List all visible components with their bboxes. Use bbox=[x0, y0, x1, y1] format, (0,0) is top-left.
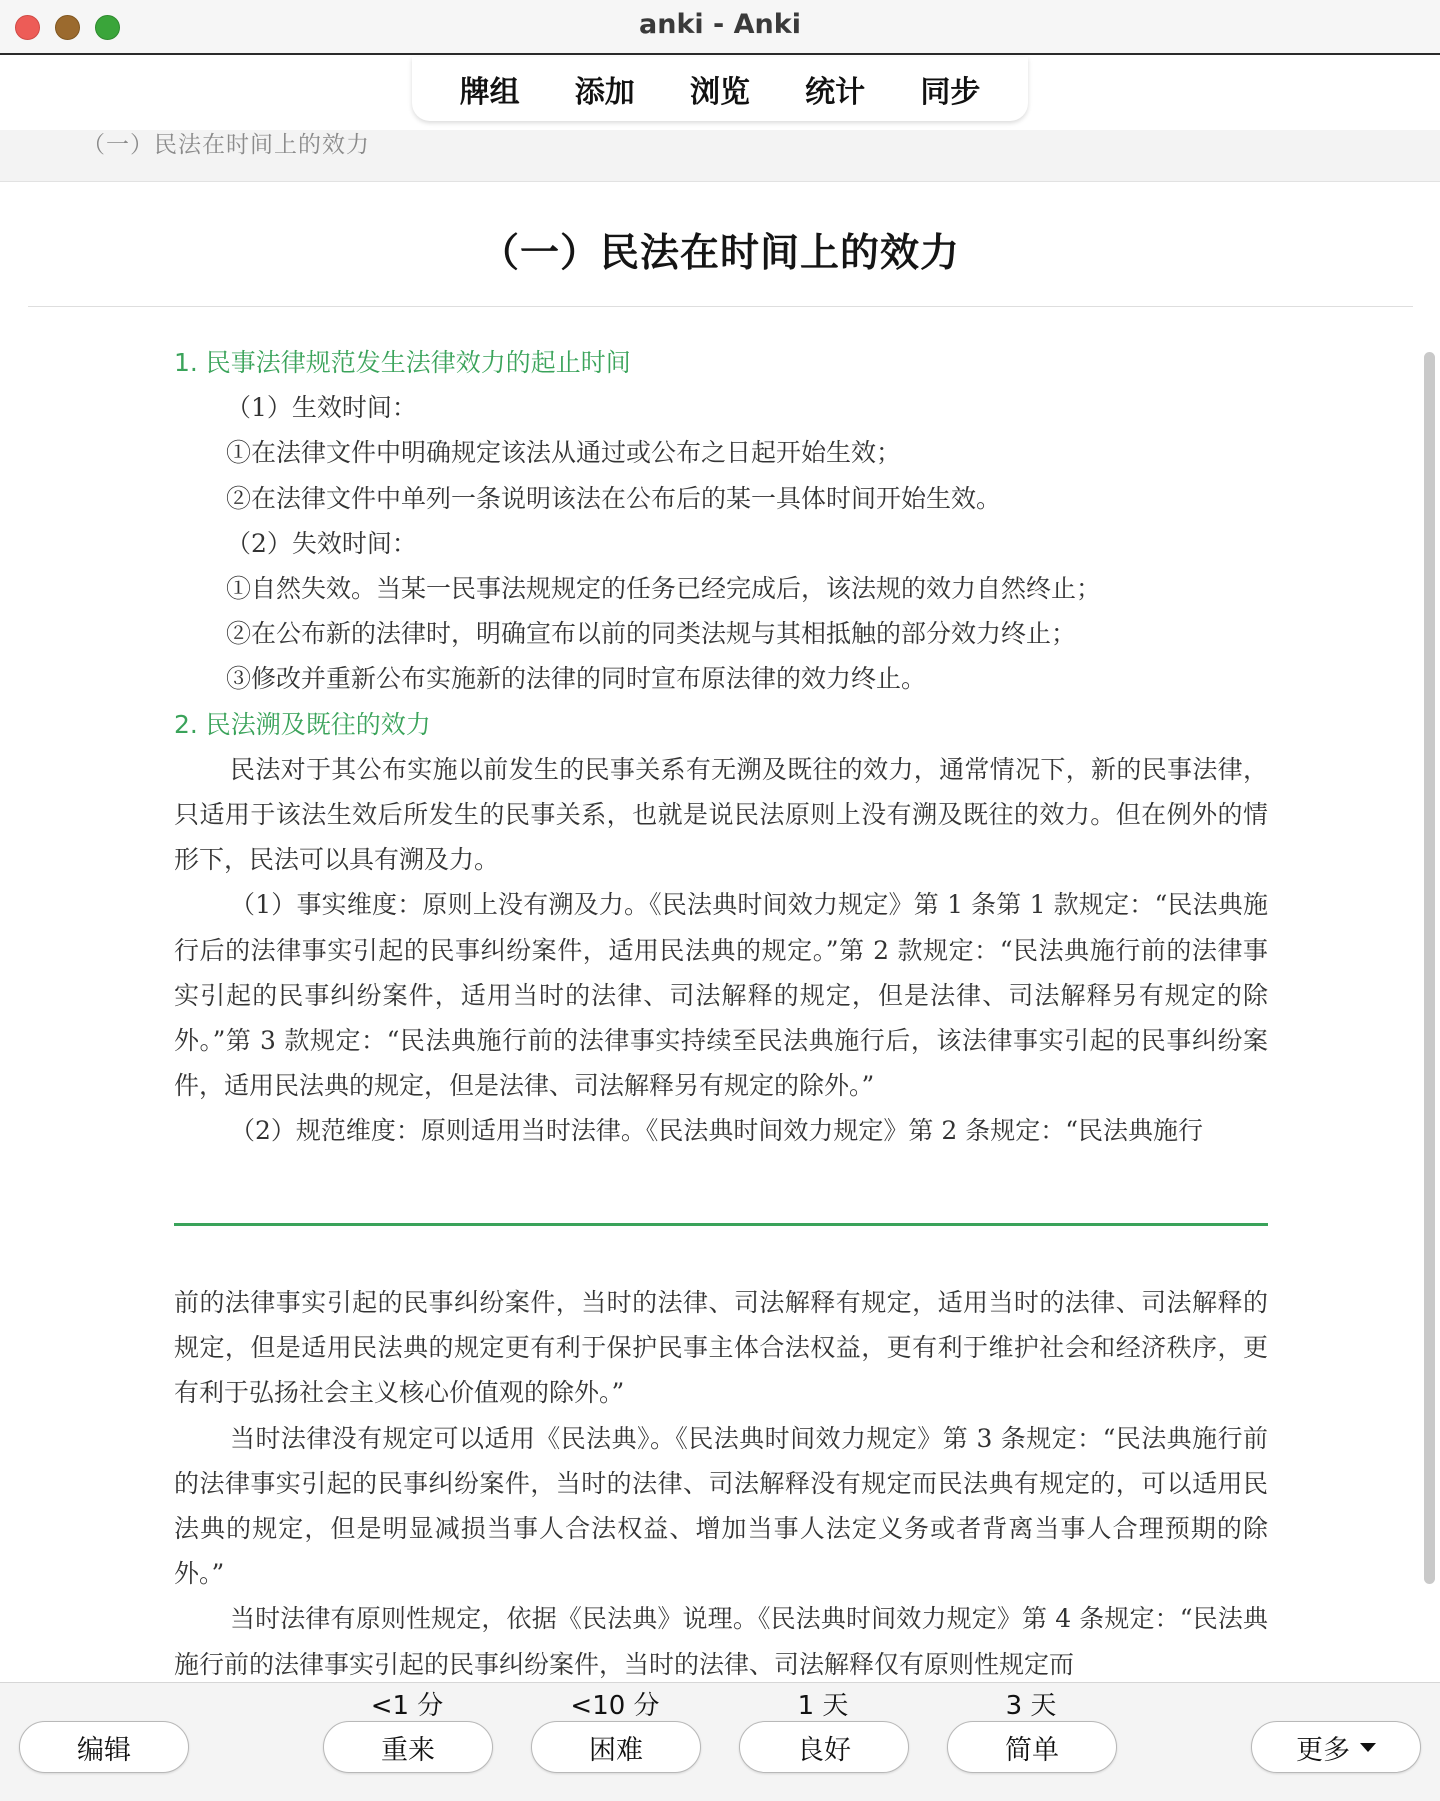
good-button[interactable] bbox=[739, 1721, 909, 1773]
hard-button-label: 困难 bbox=[589, 1734, 643, 1766]
content-paragraph: （2）规范维度：原则适用当时法律。《民法典时间效力规定》第 2 条规定：“民法典施行 bbox=[230, 1116, 1203, 1146]
caret-down-icon bbox=[1360, 1743, 1376, 1752]
content-paragraph: ③修改并重新公布实施新的法律的同时宣布原法律的效力终止。 bbox=[226, 664, 927, 694]
again-button-label: 重来 bbox=[381, 1734, 435, 1766]
section-heading: 2. 民法溯及既往的效力 bbox=[174, 709, 431, 739]
content-paragraph: 当时法律没有规定可以适用《民法典》。《民法典时间效力规定》第 3 条规定：“民法典施行前的法律事实引起的民事纠纷案件，当时的法律、司法解释没有规定而民法典有规定的，可以适用民法典的规定，但是明显减损当事人合法权益、增加当事人法定义务或者背离当事人合理预期的除外。” bbox=[174, 1423, 1268, 1589]
easy-interval: 3 天 bbox=[1005, 1691, 1057, 1721]
main-toolbar bbox=[412, 57, 1028, 121]
content-paragraph: ①自然失效。当某一民事法规规定的任务已经完成后，该法规的效力自然终止； bbox=[226, 574, 1102, 604]
decks-button[interactable]: 牌组 bbox=[459, 75, 520, 110]
easy-button-label: 简单 bbox=[1005, 1734, 1059, 1766]
content-paragraph: ②在公布新的法律时，明确宣布以前的同类法规与其相抵触的部分效力终止； bbox=[226, 619, 1077, 649]
scrollbar-thumb[interactable] bbox=[1424, 352, 1435, 1584]
browse-button[interactable]: 浏览 bbox=[689, 75, 750, 110]
window-title: anki - Anki bbox=[639, 9, 801, 40]
content-paragraph: 民法对于其公布实施以前发生的民事关系有无溯及既往的效力，通常情况下，新的民事法律，只适用于该法生效后所发生的民事关系，也就是说民法原则上没有溯及既往的效力。但在例外的情形下，民法可以具有溯及力。 bbox=[174, 754, 1268, 875]
window-titlebar bbox=[0, 0, 1440, 55]
good-button-label: 良好 bbox=[797, 1734, 851, 1766]
stats-button[interactable]: 统计 bbox=[805, 75, 866, 110]
content-paragraph: ②在法律文件中单列一条说明该法在公布后的某一具体时间开始生效。 bbox=[226, 483, 1002, 513]
page-break-divider bbox=[174, 1223, 1268, 1226]
breadcrumb: （一）民法在时间上的效力 bbox=[82, 132, 370, 158]
section-heading: 1. 民事法律规范发生法律效力的起止时间 bbox=[174, 348, 631, 377]
content-paragraph: 前的法律事实引起的民事纠纷案件，当时的法律、司法解释有规定，适用当时的法律、司法解释的规定，但是适用民法典的规定更有利于保护民事主体合法权益，更有利于维护社会和经济秩序，更有利于弘扬社会主义核心价值观的除外。” bbox=[174, 1288, 1268, 1408]
card-content-continued bbox=[174, 1280, 1268, 1687]
good-interval: 1 天 bbox=[797, 1691, 849, 1721]
title-divider bbox=[28, 306, 1413, 307]
hard-interval: <10 分 bbox=[570, 1691, 660, 1721]
more-button[interactable] bbox=[1251, 1721, 1421, 1773]
card-content bbox=[174, 340, 1268, 1154]
content-paragraph: 当时法律有原则性规定，依据《民法典》说理。《民法典时间效力规定》第 4 条规定：“民法典施行前的法律事实引起的民事纠纷案件，当时的法律、司法解释仅有原则性规定而 bbox=[174, 1604, 1268, 1679]
sync-button[interactable]: 同步 bbox=[920, 75, 981, 110]
card-header-strip bbox=[0, 130, 1440, 182]
more-button-label: 更多 bbox=[1296, 1734, 1350, 1766]
content-paragraph: （1）生效时间： bbox=[226, 393, 417, 423]
easy-button[interactable] bbox=[947, 1721, 1117, 1773]
edit-button[interactable] bbox=[19, 1721, 189, 1773]
review-bottom-bar bbox=[0, 1682, 1440, 1801]
card-title: （一）民法在时间上的效力 bbox=[479, 231, 960, 276]
hard-button[interactable] bbox=[531, 1721, 701, 1773]
content-paragraph: （1）事实维度：原则上没有溯及力。《民法典时间效力规定》第 1 条第 1 款规定：“民法典施行后的法律事实引起的民事纠纷案件，适用民法典的规定。”第 2 款规定：“民法典施行前的法律事实引起的民事纠纷案件，适用当时的法律、司法解释的规定，但是法律、司法解释另有规定的除外。”第 3 款规定：“民法典施行前的法律事实持续至民法典施行后，该法律事实引起的民事纠纷案件，适用民法典的规定，但是法律、司法解释另有规定的除外。” bbox=[174, 890, 1268, 1101]
again-interval: <1 分 bbox=[370, 1691, 444, 1721]
content-paragraph: （2）失效时间： bbox=[226, 528, 417, 558]
content-paragraph: ①在法律文件中明确规定该法从通过或公布之日起开始生效； bbox=[226, 438, 902, 468]
add-button[interactable]: 添加 bbox=[574, 75, 635, 110]
edit-button-label: 编辑 bbox=[77, 1734, 131, 1766]
again-button[interactable] bbox=[323, 1721, 493, 1773]
